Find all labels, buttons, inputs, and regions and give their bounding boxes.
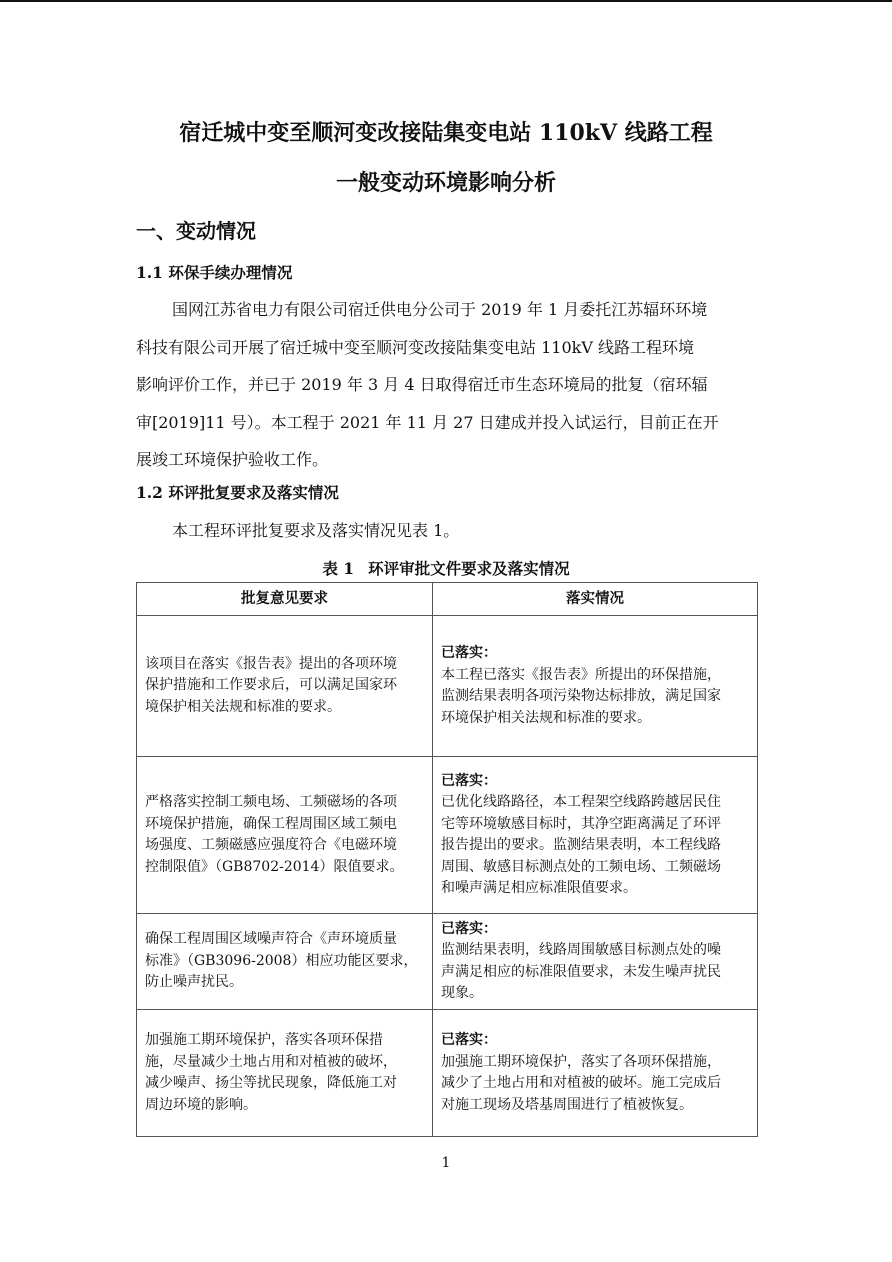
requirement-line: 环境保护措施，确保工程周围区域工频电 xyxy=(145,815,397,832)
status-label: 已落实： xyxy=(441,645,497,661)
implementation-line: 宅等环境敏感目标时，其净空距离满足了环评 xyxy=(441,815,721,832)
table-row xyxy=(137,616,758,757)
requirement-line: 严格落实控制工频电场、工频磁场的各项 xyxy=(145,794,397,810)
implementation-cell xyxy=(433,757,758,914)
implementation-line: 已优化线路路径，本工程架空线路跨越居民住 xyxy=(441,794,721,810)
implementation-line: 监测结果表明，线路周围敏感目标测点处的噪 xyxy=(441,942,721,958)
requirement-line: 境保护相关法规和标准的要求。 xyxy=(145,698,341,715)
paragraph-line: 本工程环评批复要求及落实情况见表 1。 xyxy=(172,521,460,540)
implementation-line: 本工程已落实《报告表》所提出的环保措施， xyxy=(441,666,721,683)
requirement-cell xyxy=(137,616,433,757)
paragraph-line: 审[2019]11 号）。本工程于 2021 年 11 月 27 日建成并投入试运行，目前正在开 xyxy=(136,412,719,432)
paragraph-line: 国网江苏省电力有限公司宿迁供电分公司于 2019 年 1 月委托江苏辐环环境 xyxy=(172,300,708,319)
subsection-heading-1-2: 1.2 环评批复要求及落实情况 xyxy=(136,483,339,502)
implementation-line: 现象。 xyxy=(441,985,483,1001)
paragraph-line: 展竣工环境保护验收工作。 xyxy=(136,450,329,469)
table-row xyxy=(137,757,758,914)
implementation-line: 周围、敏感目标测点处的工频电场、工频磁场 xyxy=(441,858,721,875)
subsection-heading-1-1: 1.1 环保手续办理情况 xyxy=(136,263,293,282)
paragraph-line: 影响评价工作，并已于 2019 年 3 月 4 日取得宿迁市生态环境局的批复（宿环辐 xyxy=(136,375,708,394)
page-number: 1 xyxy=(441,1155,451,1171)
status-label: 已落实： xyxy=(441,772,497,789)
implementation-cell xyxy=(433,914,758,1010)
table-caption xyxy=(0,557,892,581)
table-header-implementation: 落实情况 xyxy=(433,583,758,616)
requirement-line: 保护措施和工作要求后，可以满足国家环 xyxy=(145,677,397,694)
requirement-cell xyxy=(137,757,433,914)
implementation-line: 环境保护相关法规和标准的要求。 xyxy=(441,709,651,726)
requirement-line: 防止噪声扰民。 xyxy=(145,974,243,991)
implementation-line: 减少了土地占用和对植被的破坏。施工完成后 xyxy=(441,1075,721,1091)
paragraph-table-ref xyxy=(136,512,756,550)
requirement-cell xyxy=(137,1010,433,1137)
requirement-cell xyxy=(137,914,433,1010)
requirement-line: 控制限值》（GB8702-2014）限值要求。 xyxy=(145,858,404,875)
requirement-line: 减少噪声、扬尘等扰民现象，降低施工对 xyxy=(145,1075,397,1091)
requirement-line: 周边环境的影响。 xyxy=(145,1096,257,1113)
document-title-line1: 宿迁城中变至顺河变改接陆集变电站 110kV 线路工程 xyxy=(179,120,713,146)
implementation-line: 对施工现场及塔基周围进行了植被恢复。 xyxy=(441,1096,693,1113)
table-caption-number: 表 1 xyxy=(322,559,355,578)
paragraph-procedures xyxy=(136,291,756,479)
implementation-line: 加强施工期环境保护，落实了各项环保措施， xyxy=(441,1053,721,1070)
requirement-line: 加强施工期环境保护，落实各项环保措 xyxy=(145,1032,383,1048)
implementation-line: 报告提出的要求。监测结果表明，本工程线路 xyxy=(441,837,721,853)
implementation-line: 监测结果表明各项污染物达标排放，满足国家 xyxy=(441,688,721,704)
implementation-cell xyxy=(433,1010,758,1137)
paragraph-line: 科技有限公司开展了宿迁城中变至顺河变改接陆集变电站 110kV 线路工程环境 xyxy=(136,337,694,357)
table-header-requirement: 批复意见要求 xyxy=(137,583,433,616)
status-label: 已落实： xyxy=(441,920,497,937)
table-row xyxy=(137,1010,758,1137)
implementation-line: 和噪声满足相应标准限值要求。 xyxy=(441,880,637,896)
implementation-cell xyxy=(433,616,758,757)
requirement-line: 确保工程周围区域噪声符合《声环境质量 xyxy=(145,931,397,948)
status-label: 已落实： xyxy=(441,1032,497,1048)
implementation-line: 声满足相应的标准限值要求，未发生噪声扰民 xyxy=(441,963,721,980)
requirement-line: 该项目在落实《报告表》提出的各项环境 xyxy=(145,655,397,672)
requirement-line: 标准》（GB3096-2008）相应功能区要求， xyxy=(145,952,418,969)
requirement-line: 施，尽量减少土地占用和对植被的破坏， xyxy=(145,1053,397,1070)
table-row xyxy=(137,914,758,1010)
page-top-border xyxy=(0,0,892,2)
requirement-line: 场强度、工频磁感应强度符合《电磁环境 xyxy=(145,837,397,853)
document-title-line2: 一般变动环境影响分析 xyxy=(335,170,556,196)
table-caption-text: 环评审批文件要求及落实情况 xyxy=(368,559,570,578)
requirements-table xyxy=(136,582,758,1137)
section-heading: 一、变动情况 xyxy=(136,219,256,243)
table-header-row xyxy=(137,583,758,616)
